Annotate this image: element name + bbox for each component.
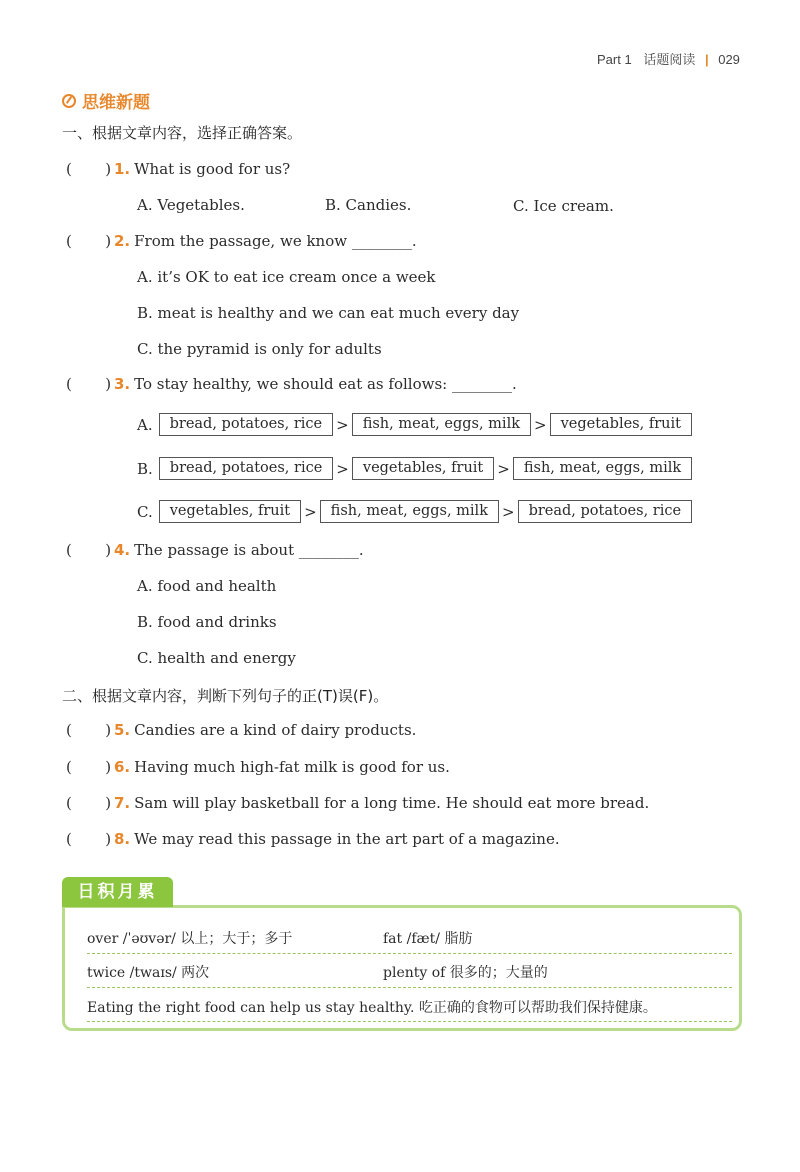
option-label: A. xyxy=(137,415,153,434)
page-header xyxy=(597,49,740,68)
question-6 xyxy=(66,758,450,776)
question-2 xyxy=(66,232,417,250)
food-box: vegetables, fruit xyxy=(352,457,494,480)
question-text: Having much high-fat milk is good for us. xyxy=(134,758,450,776)
question-number: 8. xyxy=(114,830,131,848)
food-box: bread, potatoes, rice xyxy=(159,457,334,480)
food-box: vegetables, fruit xyxy=(550,413,692,436)
vocab-plenty: plenty of 很多的；大量的 xyxy=(383,965,548,981)
food-box: bread, potatoes, rice xyxy=(159,413,334,436)
question-1 xyxy=(66,160,290,178)
answer-blank[interactable]: ( ) xyxy=(66,375,112,393)
greater-than: > xyxy=(501,502,515,521)
food-box: bread, potatoes, rice xyxy=(518,500,693,523)
q1-option-a: A. Vegetables. xyxy=(137,196,245,214)
q1-option-b: B. Candies. xyxy=(325,196,412,214)
section-title xyxy=(62,88,150,113)
question-number: 2. xyxy=(114,232,131,250)
question-3 xyxy=(66,375,517,393)
q2-option-a: A. it’s OK to eat ice cream once a week xyxy=(137,268,436,286)
vocabulary-box xyxy=(62,905,742,1031)
page-number: 029 xyxy=(718,52,740,67)
food-box: fish, meat, eggs, milk xyxy=(352,413,531,436)
pencil-icon xyxy=(62,94,76,108)
q1-option-c: C. Ice cream. xyxy=(513,197,614,215)
greater-than: > xyxy=(336,415,349,434)
food-box: fish, meat, eggs, milk xyxy=(513,457,692,480)
question-number: 1. xyxy=(114,160,131,178)
vocabulary-tab: 日积月累 xyxy=(62,877,173,907)
vocab-fat: fat /fæt/ 脂肪 xyxy=(383,931,473,947)
section-title-text: 思维新题 xyxy=(82,93,150,113)
greater-than: > xyxy=(304,502,317,521)
q3-option-c xyxy=(137,500,692,523)
question-number: 3. xyxy=(114,375,131,393)
greater-than: > xyxy=(534,415,547,434)
question-4 xyxy=(66,541,364,559)
answer-blank[interactable]: ( ) xyxy=(66,794,112,812)
question-7 xyxy=(66,794,649,812)
question-text: From the passage, we know ________. xyxy=(134,232,417,250)
answer-blank[interactable]: ( ) xyxy=(66,160,112,178)
question-8 xyxy=(66,830,560,848)
question-text: Sam will play basketball for a long time. He should eat more bread. xyxy=(134,794,650,812)
q4-option-a: A. food and health xyxy=(137,577,277,595)
vocab-twice: twice /twaɪs/ 两次 xyxy=(87,965,210,981)
question-number: 5. xyxy=(114,721,131,739)
question-number: 4. xyxy=(114,541,131,559)
part2-heading: 二、根据文章内容，判断下列句子的正(T)误(F)。 xyxy=(62,687,389,705)
header-divider: | xyxy=(704,52,709,67)
section-label: 话题阅读 xyxy=(643,52,696,67)
question-number: 7. xyxy=(114,794,131,812)
vocab-over: over /ˈəʊvər/ 以上；大于；多于 xyxy=(87,931,293,947)
vocab-sentence: Eating the right food can help us stay healthy. 吃正确的食物可以帮助我们保持健康。 xyxy=(87,1000,657,1016)
greater-than: > xyxy=(497,459,510,478)
part-label: Part 1 xyxy=(597,52,632,67)
q2-option-b: B. meat is healthy and we can eat much every day xyxy=(137,304,520,322)
option-label: B. xyxy=(137,459,153,478)
question-text: The passage is about ________. xyxy=(134,541,364,559)
q2-option-c: C. the pyramid is only for adults xyxy=(137,340,382,358)
question-text: To stay healthy, we should eat as follows: ________. xyxy=(134,375,517,393)
answer-blank[interactable]: ( ) xyxy=(66,541,112,559)
part1-heading: 一、根据文章内容，选择正确答案。 xyxy=(62,124,303,142)
question-number: 6. xyxy=(114,758,131,776)
q3-option-a xyxy=(137,413,692,436)
food-box: fish, meat, eggs, milk xyxy=(320,500,499,523)
food-box: vegetables, fruit xyxy=(159,500,301,523)
q4-option-c: C. health and energy xyxy=(137,649,296,667)
question-text: Candies are a kind of dairy products. xyxy=(134,721,417,739)
question-text: What is good for us? xyxy=(134,160,291,178)
q4-option-b: B. food and drinks xyxy=(137,613,277,631)
answer-blank[interactable]: ( ) xyxy=(66,232,112,250)
greater-than: > xyxy=(336,459,349,478)
option-label: C. xyxy=(137,502,153,521)
answer-blank[interactable]: ( ) xyxy=(66,721,112,739)
question-5 xyxy=(66,721,416,739)
q3-option-b xyxy=(137,457,692,480)
dashed-divider xyxy=(87,953,732,954)
dashed-divider xyxy=(87,987,732,988)
dashed-divider xyxy=(87,1021,732,1022)
answer-blank[interactable]: ( ) xyxy=(66,758,112,776)
answer-blank[interactable]: ( ) xyxy=(66,830,112,848)
question-text: We may read this passage in the art part of a magazine. xyxy=(134,830,560,848)
